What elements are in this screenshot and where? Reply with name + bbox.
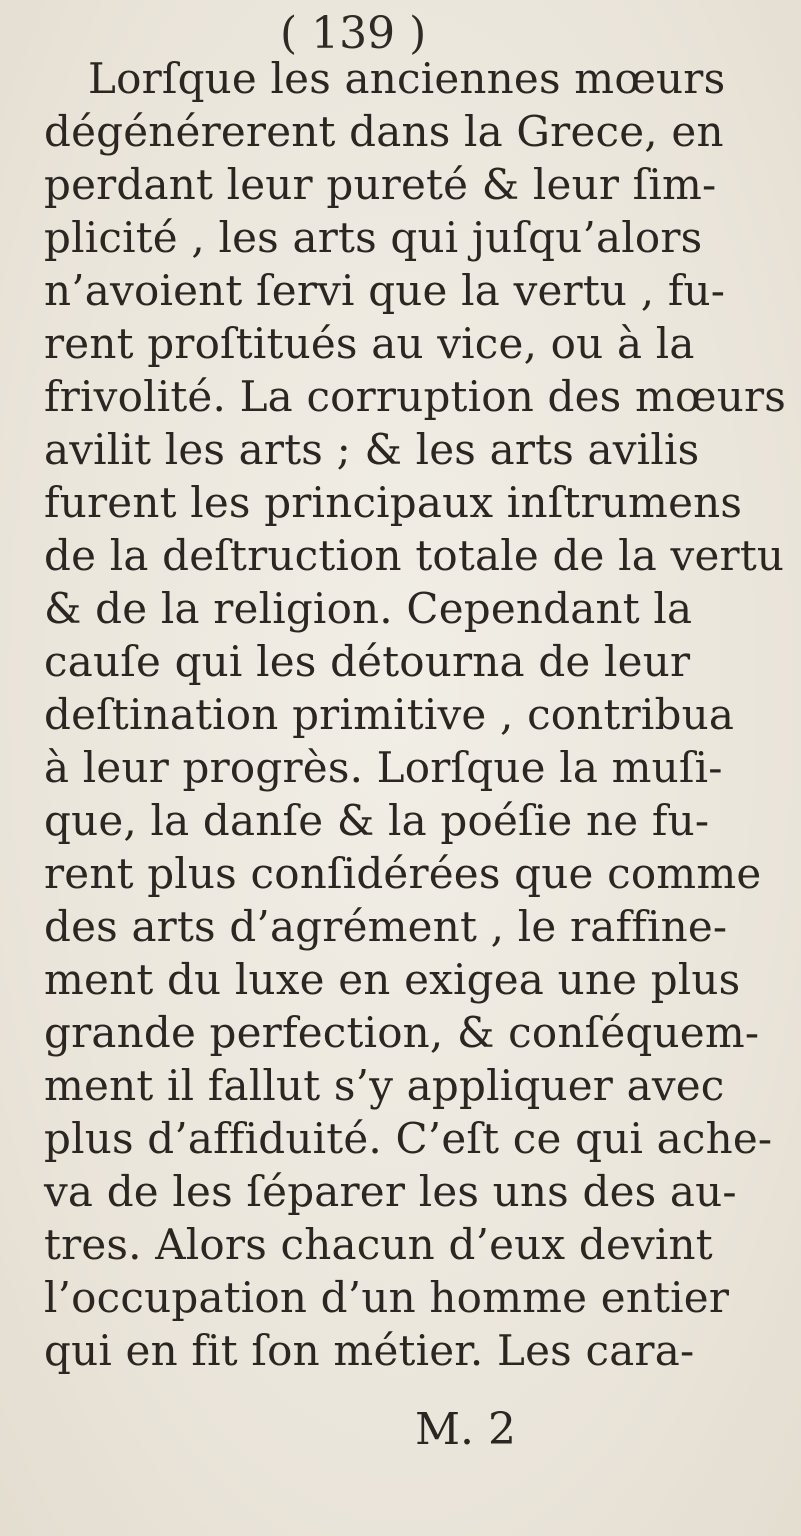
- text-line: à leur progrès. Lorſque la muſi-: [44, 743, 723, 792]
- text-line: & de la religion. Cependant la: [44, 584, 693, 633]
- text-line: deſtination primitive , contribua: [44, 690, 735, 739]
- text-line: l’occupation d’un homme entier: [44, 1273, 730, 1322]
- text-line: va de les ſéparer les uns des au-: [44, 1167, 737, 1216]
- signature-mark: M. 2: [415, 1404, 517, 1455]
- page-number: ( 139 ): [280, 8, 427, 59]
- text-line: que, la danſe & la poéſie ne fu-: [44, 796, 710, 845]
- text-line: rent proſtitués au vice, ou à la: [44, 319, 695, 368]
- text-line: rent plus conſidérées que comme: [44, 849, 762, 898]
- body-text: [44, 52, 787, 1377]
- text-line: furent les principaux inſtrumens: [44, 478, 743, 527]
- text-line: tres. Alors chacun d’eux devint: [44, 1220, 713, 1269]
- text-line: plicité , les arts qui juſqu’alors: [44, 213, 703, 262]
- text-line: Lorſque les anciennes mœurs: [88, 54, 726, 103]
- text-line: avilit les arts ; & les arts avilis: [44, 425, 700, 474]
- text-line: ment du luxe en exigea une plus: [44, 955, 741, 1004]
- text-line: qui en fit ſon métier. Les cara-: [44, 1326, 695, 1375]
- text-line: des arts d’agrément , le raffine-: [44, 902, 728, 951]
- text-line: ment il fallut s’y appliquer avec: [44, 1061, 725, 1110]
- text-line: plus d’affiduité. C’eſt ce qui ache-: [44, 1114, 773, 1163]
- text-line: de la deſtruction totale de la vertu: [44, 531, 785, 580]
- text-line: dégénérerent dans la Grece, en: [44, 107, 724, 156]
- text-line: n’avoient ſervi que la vertu , fu-: [44, 266, 726, 315]
- text-line: perdant leur pureté & leur ſim-: [44, 160, 717, 209]
- text-line: frivolité. La corruption des mœurs: [44, 372, 787, 421]
- text-line: cauſe qui les détourna de leur: [44, 637, 691, 686]
- text-line: grande perfection, & conſéquem-: [44, 1008, 760, 1057]
